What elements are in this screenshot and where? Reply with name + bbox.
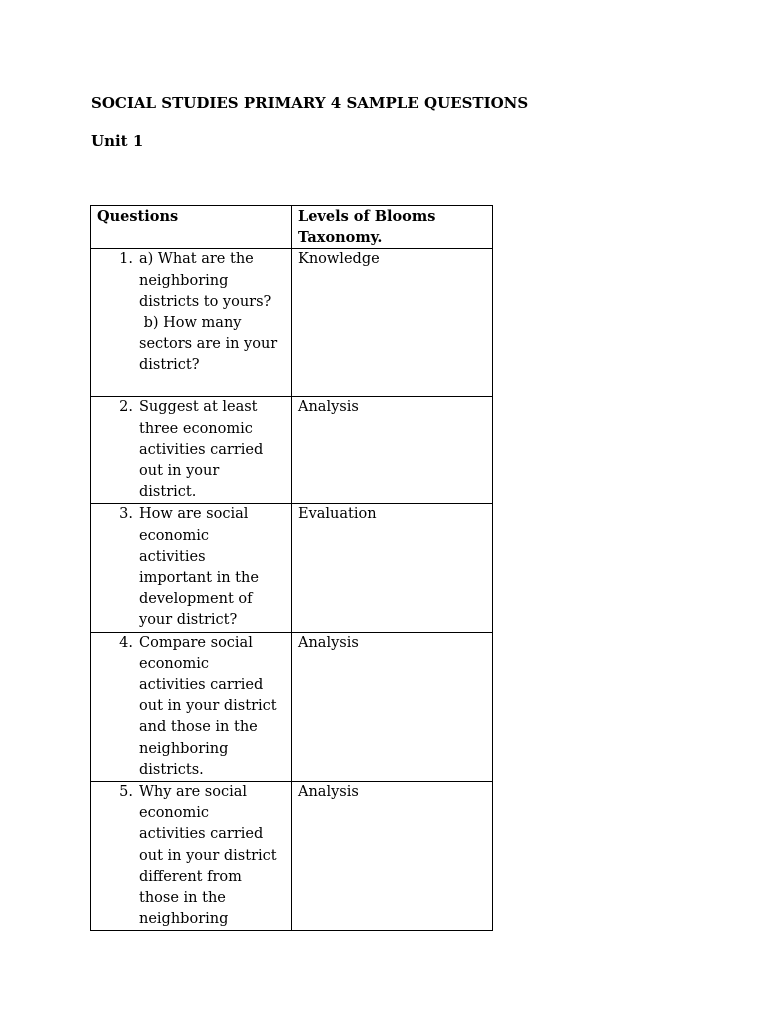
question-cell-clip	[97, 782, 285, 930]
question-line: How are social	[139, 506, 249, 523]
header-levels-line2: Taxonomy.	[298, 229, 383, 247]
table-row	[91, 504, 493, 632]
level-cell: Analysis	[292, 782, 493, 931]
question-line: Compare social	[139, 634, 253, 651]
question-line: out in your	[139, 463, 220, 480]
question-line: activities carried	[139, 677, 264, 694]
table-row	[91, 397, 493, 504]
question-line: economic	[139, 805, 210, 822]
unit-heading: Unit 1	[91, 132, 144, 150]
question-number: 4.	[119, 634, 133, 651]
question-line: district.	[139, 484, 197, 501]
question-text	[139, 633, 283, 781]
questions-table	[90, 205, 493, 931]
question-cell	[91, 504, 292, 632]
question-line: economic	[139, 527, 210, 544]
question-cell	[91, 782, 292, 931]
level-cell: Analysis	[292, 397, 493, 504]
question-line: districts to yours?	[139, 293, 272, 310]
table-row	[91, 782, 493, 931]
question-line: activities carried	[139, 441, 264, 458]
document-title: SOCIAL STUDIES PRIMARY 4 SAMPLE QUESTIONS	[91, 94, 529, 112]
question-line: a) What are the	[139, 251, 254, 268]
question-line: activities carried	[139, 826, 264, 843]
question-line: those in the	[139, 890, 226, 907]
question-line: activities	[139, 548, 206, 565]
question-line: development of	[139, 591, 253, 608]
question-number: 5.	[119, 784, 133, 801]
question-line: sectors are in your	[139, 336, 278, 353]
question-text	[139, 782, 283, 930]
level-cell: Knowledge	[292, 249, 493, 397]
question-line: Suggest at least	[139, 399, 258, 416]
question-cell	[91, 249, 292, 397]
question-line: neighboring	[139, 740, 229, 757]
question-line: different from	[139, 868, 242, 885]
question-line: neighboring	[139, 911, 229, 928]
question-cell	[91, 632, 292, 781]
question-cell	[91, 397, 292, 504]
table-row	[91, 632, 493, 781]
question-line: and those in the	[139, 719, 258, 736]
table-row	[91, 249, 493, 397]
question-text	[139, 397, 283, 503]
header-levels	[292, 206, 493, 249]
question-line: Why are social	[139, 784, 248, 801]
header-levels-line1: Levels of Blooms	[298, 208, 436, 225]
question-number: 3.	[119, 506, 133, 523]
question-line: economic	[139, 655, 210, 672]
question-line: important in the	[139, 570, 259, 587]
table-header-row	[91, 206, 493, 249]
question-number: 1.	[119, 251, 133, 268]
question-text	[139, 504, 283, 631]
question-line: b) How many	[139, 315, 242, 332]
level-cell: Analysis	[292, 632, 493, 781]
question-line: neighboring	[139, 272, 229, 289]
question-line: three economic	[139, 420, 253, 437]
question-line: out in your district	[139, 847, 277, 864]
question-line: out in your district	[139, 698, 277, 715]
level-cell: Evaluation	[292, 504, 493, 632]
question-line: district?	[139, 357, 200, 374]
header-questions: Questions	[91, 206, 292, 249]
question-line: your district?	[139, 612, 238, 629]
question-line: districts.	[139, 761, 204, 778]
question-number: 2.	[119, 399, 133, 416]
question-text	[139, 249, 283, 376]
